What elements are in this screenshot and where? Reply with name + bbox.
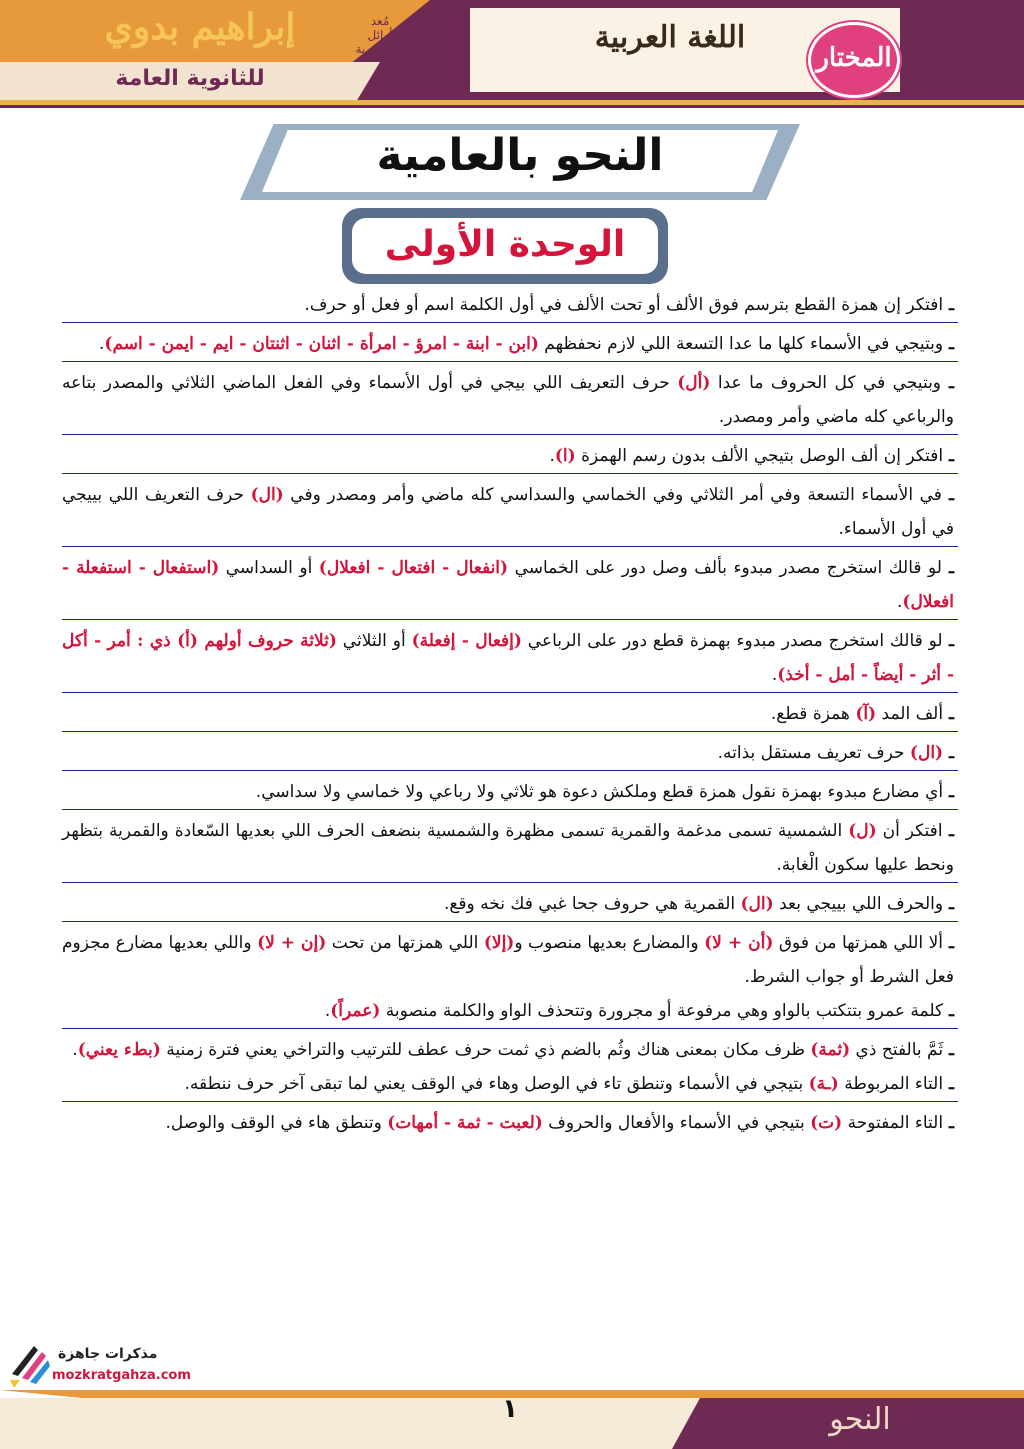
rule-text: . xyxy=(771,665,778,685)
rule-item xyxy=(62,926,958,994)
unit-heading: الوحدة الأولى xyxy=(384,224,626,265)
highlight-term: (لعبت - ثمة - أمهات) xyxy=(387,1113,543,1133)
rule-item xyxy=(62,327,958,362)
rule-item xyxy=(62,814,958,883)
rule-item xyxy=(62,736,958,771)
title-banner xyxy=(240,124,800,200)
bullet-dash: ـ xyxy=(943,933,955,953)
rule-text: أي مضارع مبدوء بهمزة نقول همزة قطع وملكش دعوة هو ثلاثي ولا رباعي ولا خماسي ولا سداسي. xyxy=(255,782,944,802)
bullet-dash: ـ xyxy=(942,631,954,651)
highlight-term: (انفعال - افتعال - افعلال) xyxy=(318,558,509,578)
highlight-term: (إلا) xyxy=(483,933,515,953)
brand-logo-text: إبراهيم بدوي xyxy=(104,6,296,48)
highlight-term: (إفعال - إفعلة) xyxy=(411,631,522,651)
rule-text: لو قالك استخرج مصدر مبدوء بهمزة قطع دور على الرباعي xyxy=(521,631,943,651)
rule-item xyxy=(62,624,958,693)
highlight-term: (بطء يعني) xyxy=(77,1040,161,1060)
rule-item xyxy=(62,366,958,435)
page-number: ١ xyxy=(502,1394,518,1424)
bullet-dash: ـ xyxy=(942,821,955,841)
highlight-term: (ال) xyxy=(909,743,944,763)
bullet-dash: ـ xyxy=(942,558,954,578)
rule-text: وبتيجي في الأسماء كلها ما عدا التسعة اللي لازم نحفظهم xyxy=(538,334,944,354)
rule-text: . xyxy=(897,592,903,612)
highlight-term: (استفعال - استفعلة - افعلال) xyxy=(62,558,954,612)
institute-label xyxy=(340,14,420,56)
rule-item xyxy=(62,288,958,323)
rule-text: . xyxy=(324,1001,331,1021)
highlight-term: (إن + لا) xyxy=(257,933,327,953)
highlight-term: (ـة) xyxy=(808,1074,839,1094)
footer-section-label: النحو xyxy=(829,1402,891,1437)
rule-text: . xyxy=(99,334,105,354)
bullet-dash: ـ xyxy=(941,373,954,393)
rule-item xyxy=(62,1106,958,1140)
rule-item xyxy=(62,887,958,922)
page-title: النحو بالعامية xyxy=(376,130,664,181)
highlight-term: (ثلاثة حروف أولهم (أ) ذي : أمر - أكل - أثر - أيضاً - أمل - أخذ) xyxy=(62,631,954,685)
rule-text: كلمة عمرو بتتكتب بالواو وهي مرفوعة أو مجرورة وتتحذف الواو والكلمة منصوبة xyxy=(380,1001,944,1021)
highlight-term: (ابن - ابنة - امرؤ - امرأة - اثنان - اثنتان - ايم - ايمن - اسم) xyxy=(104,334,539,354)
bullet-dash: ـ xyxy=(943,446,954,466)
rule-text: والمضارع بعديها منصوب و xyxy=(514,933,705,953)
rule-item xyxy=(62,439,958,474)
bullet-dash: ـ xyxy=(941,485,955,505)
rule-text: أو الثلاثي xyxy=(336,631,412,651)
rule-text: اللي همزتها من تحت xyxy=(326,933,484,953)
rule-text: ألف المد xyxy=(876,704,944,724)
rule-text: لو قالك استخرج مصدر مبدوء بألف وصل دور على الخماسي xyxy=(508,558,942,578)
book-name: المختار xyxy=(816,43,892,73)
site-name: مذكرات جاهزة xyxy=(58,1346,158,1362)
rule-text: ظرف مكان بمعنى هناك وثُم بالضم ذي ثمت حرف عطف للترتيب والتراخي يعني فترة زمنية xyxy=(160,1040,811,1060)
subject-title: اللغة العربية xyxy=(594,20,746,55)
highlight-term: (أن + لا) xyxy=(704,933,774,953)
site-url[interactable]: mozkratgahza.com xyxy=(52,1368,191,1383)
highlight-term: (ال) xyxy=(250,485,284,505)
rule-text: واللي بعديها مضارع مجزوم فعل الشرط أو جواب الشرط. xyxy=(62,933,954,987)
unit-heading-inner xyxy=(352,218,658,274)
rule-text: القمرية هي حروف جحا غبي فك نخه وقع. xyxy=(443,894,741,914)
brand-subtitle: للثانوية العامة xyxy=(115,66,265,91)
rule-text: افتكر أن xyxy=(876,821,943,841)
bullet-dash: ـ xyxy=(943,782,954,802)
highlight-term: (آ) xyxy=(855,704,877,724)
rule-text: حرف التعريف اللي بيجي في أول الأسماء وفي الفعل الماضي الثلاثي والمصدر بتاعه والرباعي كله ماضي وأمر ومصدر. xyxy=(62,373,954,427)
bullet-dash: ـ xyxy=(943,1113,954,1133)
rule-text: في الأسماء التسعة وفي أمر الثلاثي وفي الخماسي والسداسي كله ماضي وأمر ومصدر وفي xyxy=(283,485,942,505)
highlight-term: (ثمة) xyxy=(810,1040,851,1060)
rule-item xyxy=(62,697,958,732)
bullet-dash: ـ xyxy=(943,743,954,763)
rule-text: التاء المربوطة xyxy=(838,1074,944,1094)
bullet-dash: ـ xyxy=(943,334,954,354)
rule-item xyxy=(62,551,958,620)
institute-line-1: مُعد xyxy=(370,14,390,28)
rule-text: وبتيجي في كل الحروف ما عدا xyxy=(710,373,942,393)
rule-text: الشمسية تسمى مدغمة والقمرية تسمى مظهرة والشمسية بنضعف الحرف اللي بعديها السّعادة والقمرية بتظهر ونحط عليها سكون الْغابة. xyxy=(62,821,954,875)
rule-text: بتيجي في الأسماء وتنطق تاء في الوصل وهاء في الوقف يعني لما تبقى آخر حرف ننطقه. xyxy=(184,1074,809,1094)
institute-line-3: الجمهورية xyxy=(355,42,405,56)
bullet-dash: ـ xyxy=(943,1074,954,1094)
rule-text: ثَمَّ بالفتح ذي xyxy=(850,1040,944,1060)
rule-text: بتيجي في الأسماء والأفعال والحروف xyxy=(542,1113,811,1133)
highlight-term: (ا) xyxy=(554,446,576,466)
rule-item xyxy=(62,1033,958,1067)
rule-item xyxy=(62,1067,958,1102)
rule-text: . xyxy=(549,446,555,466)
rule-text: التاء المفتوحة xyxy=(842,1113,944,1133)
highlight-term: (عمراً) xyxy=(330,1001,381,1021)
page-header xyxy=(0,0,1024,100)
institute-line-2: أوائل xyxy=(367,28,393,42)
rule-text: حرف تعريف مستقل بذاته. xyxy=(717,743,910,763)
rule-text: افتكر إن همزة القطع بترسم فوق الألف أو تحت الألف في أول الكلمة اسم أو فعل أو حرف. xyxy=(304,295,944,315)
rule-text: والحرف اللي بييجي بعد xyxy=(773,894,944,914)
rule-text: افتكر إن ألف الوصل بتيجي الألف بدون رسم الهمزة xyxy=(575,446,944,466)
rule-text: أو السداسي xyxy=(219,558,319,578)
footer-cream-band xyxy=(0,1398,700,1449)
site-logo-icon xyxy=(8,1340,52,1390)
rules-list xyxy=(62,288,958,1140)
header-divider-dark xyxy=(0,105,1024,108)
bullet-dash: ـ xyxy=(943,295,954,315)
rule-text: همزة قطع. xyxy=(770,704,856,724)
book-logo-badge xyxy=(808,22,900,98)
highlight-term: (ال) xyxy=(740,894,774,914)
bullet-dash: ـ xyxy=(943,704,954,724)
rule-text: حرف التعريف اللي بييجي في أول الأسماء. xyxy=(62,485,954,539)
highlight-term: (ت) xyxy=(810,1113,843,1133)
rule-item xyxy=(62,775,958,810)
rule-text: وتنطق هاء في الوقف والوصل. xyxy=(165,1113,388,1133)
rule-text: . xyxy=(72,1040,78,1060)
bullet-dash: ـ xyxy=(943,894,954,914)
rule-text: ألا اللي همزتها من فوق xyxy=(773,933,944,953)
highlight-term: (ل) xyxy=(848,821,877,841)
bullet-dash: ـ xyxy=(943,1001,954,1021)
unit-heading-box xyxy=(342,208,668,284)
bullet-dash: ـ xyxy=(943,1040,954,1060)
rule-item xyxy=(62,478,958,547)
highlight-term: (أل) xyxy=(677,373,711,393)
rule-item xyxy=(62,994,958,1029)
